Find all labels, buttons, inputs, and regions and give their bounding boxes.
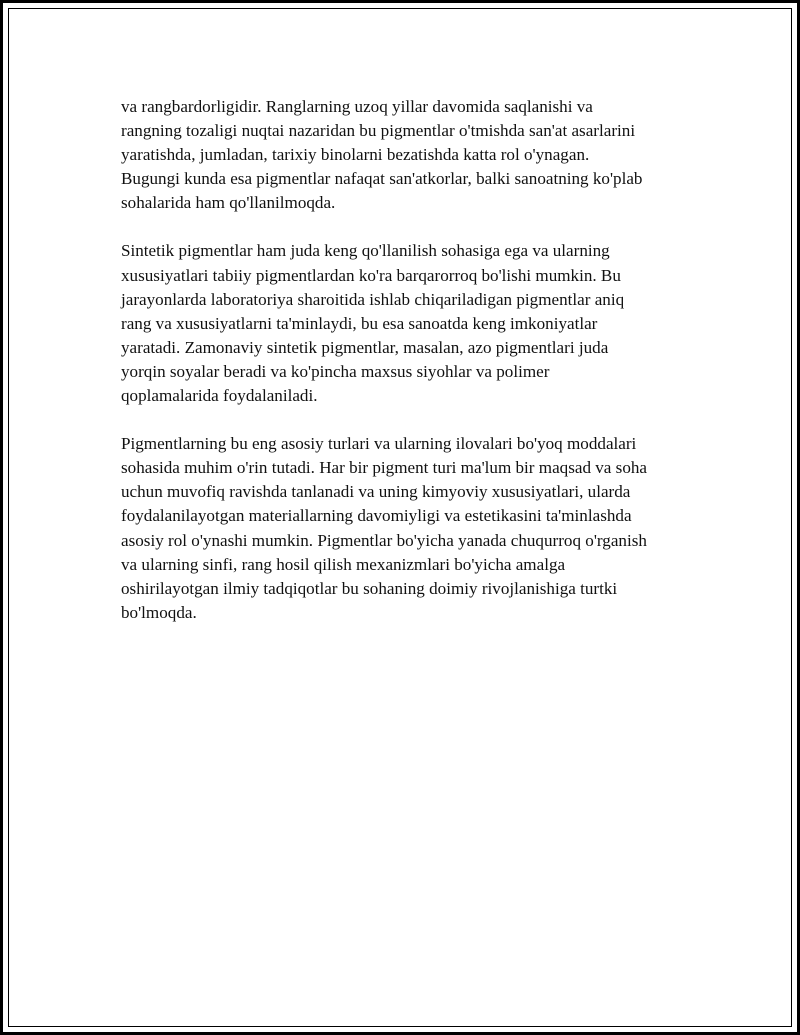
paragraph-3: [121, 432, 691, 625]
text-line: yorqin soyalar beradi va ko'pincha maxsus siyohlar va polimer: [121, 361, 550, 381]
text-line: bo'lmoqda.: [121, 602, 197, 622]
document-body: [121, 95, 691, 649]
text-line: rangning tozaligi nuqtai nazaridan bu pigmentlar o'tmishda san'at asarlarini: [121, 121, 636, 141]
text-line: sohasida muhim o'rin tutadi. Har bir pigment turi ma'lum bir maqsad va soha: [121, 458, 648, 478]
text-line: rang va xususiyatlarni ta'minlaydi, bu esa sanoatda keng imkoniyatlar: [121, 313, 598, 333]
text-line: Pigmentlarning bu eng asosiy turlari va ularning ilovalari bo'yoq moddalari: [121, 434, 637, 454]
paragraph-1: [121, 95, 691, 215]
text-line: Sintetik pigmentlar ham juda keng qo'llanilish sohasiga ega va ularning: [121, 241, 610, 261]
text-line: uchun muvofiq ravishda tanlanadi va uning kimyoviy xususiyatlari, ularda: [121, 482, 631, 502]
text-line: asosiy rol o'ynashi mumkin. Pigmentlar bo'yicha yanada chuqurroq o'rganish: [121, 530, 647, 550]
text-line: yaratishda, jumladan, tarixiy binolarni bezatishda katta rol o'ynagan.: [121, 145, 590, 165]
text-line: xususiyatlari tabiiy pigmentlardan ko'ra barqarorroq bo'lishi mumkin. Bu: [121, 265, 621, 285]
text-line: va ularning sinfi, rang hosil qilish mexanizmlari bo'yicha amalga: [121, 554, 566, 574]
text-line: va rangbardorligidir. Ranglarning uzoq yillar davomida saqlanishi va: [121, 97, 593, 116]
text-line: oshirilayotgan ilmiy tadqiqotlar bu sohaning doimiy rivojlanishiga turtki: [121, 578, 618, 598]
text-line: yaratadi. Zamonaviy sintetik pigmentlar, masalan, azo pigmentlari juda: [121, 337, 609, 357]
text-line: Bugungi kunda esa pigmentlar nafaqat san'atkorlar, balki sanoatning ko'plab: [121, 169, 643, 189]
paragraph-2: [121, 239, 691, 408]
text-line: qoplamalarida foydalaniladi.: [121, 386, 318, 406]
text-line: jarayonlarda laboratoriya sharoitida ishlab chiqariladigan pigmentlar aniq: [121, 289, 625, 309]
text-line: foydalanilayotgan materiallarning davomiyligi va estetikasini ta'minlashda: [121, 506, 632, 526]
text-line: sohalarida ham qo'llanilmoqda.: [121, 193, 336, 213]
